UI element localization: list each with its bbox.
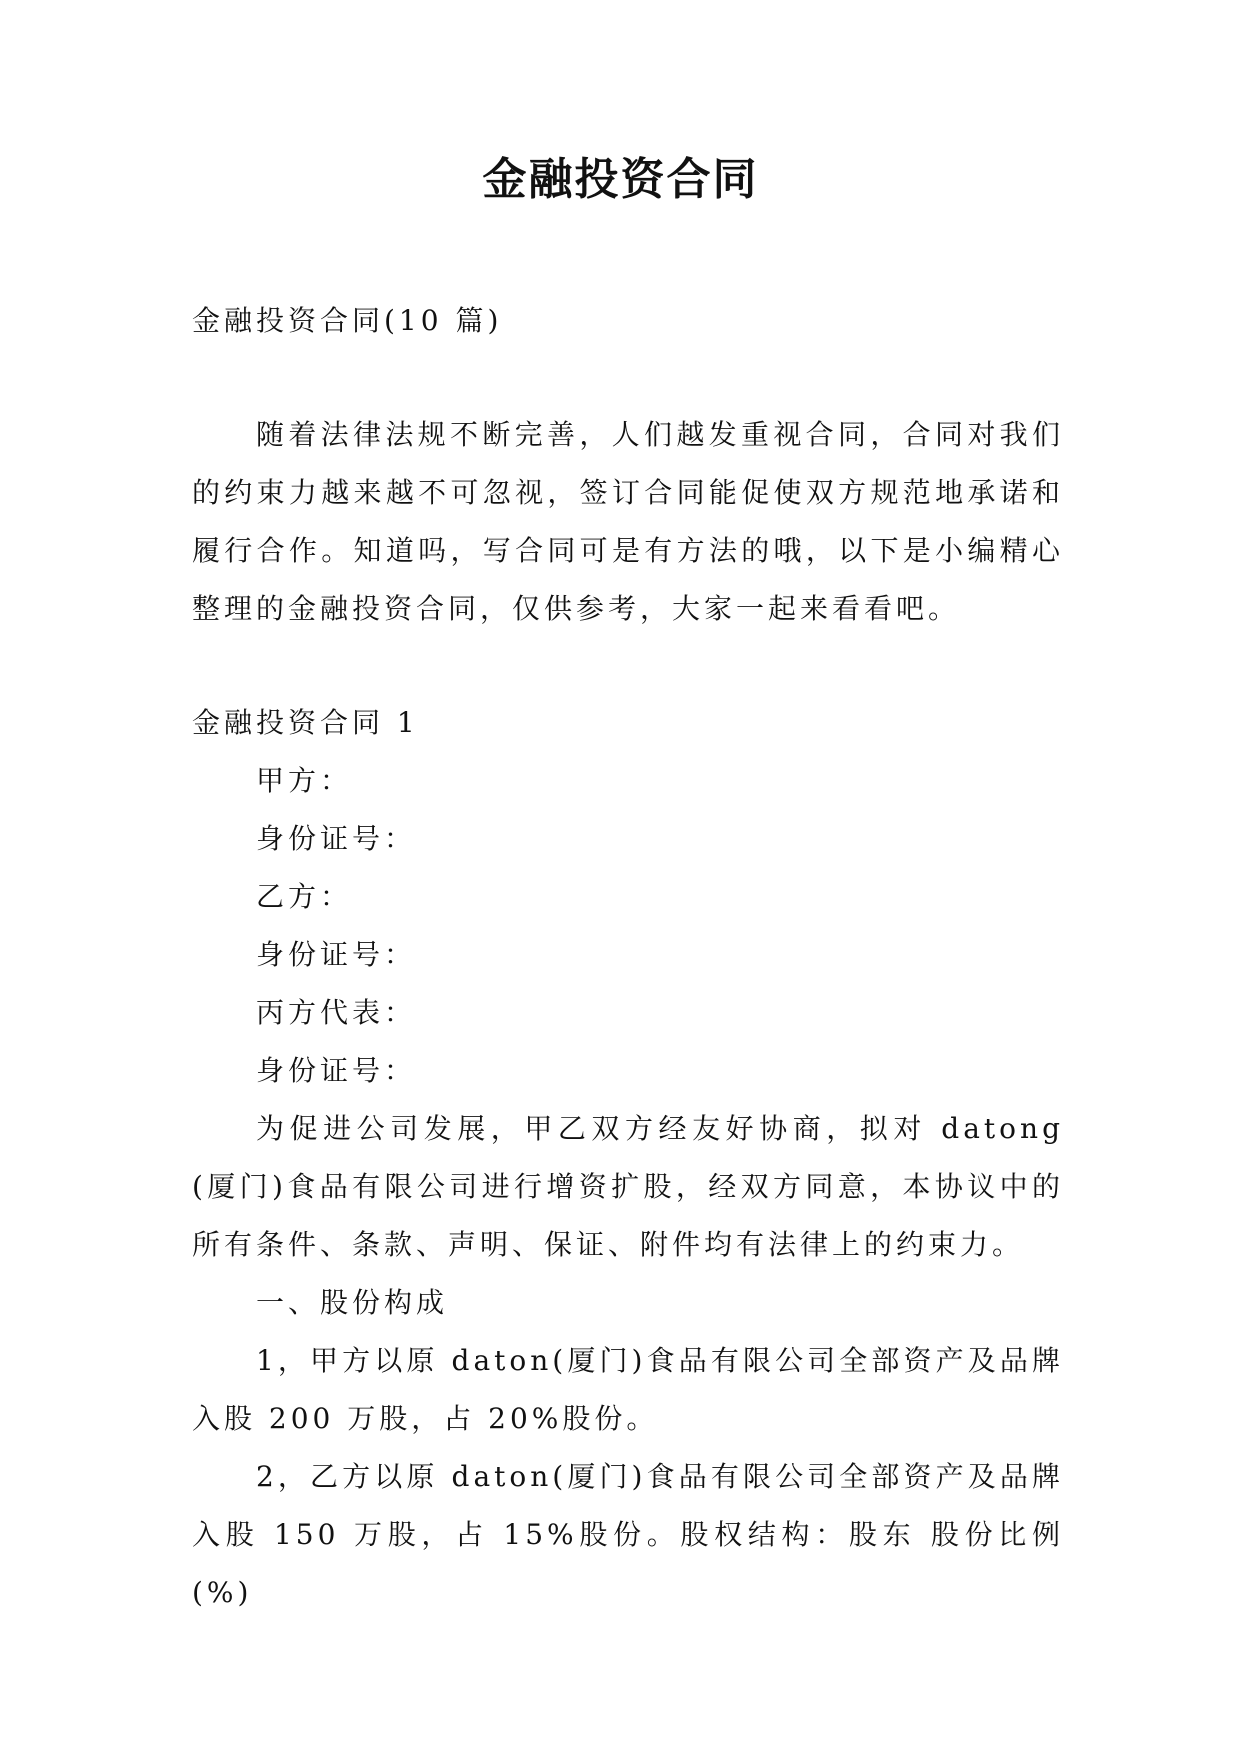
party-c-id-label: 身份证号： bbox=[256, 1054, 417, 1087]
party-a-label: 甲方： bbox=[256, 764, 353, 797]
clause-item-1: 1，甲方以原 daton(厦门)食品有限公司全部资产及品牌入股 200 万股，占 20%股份。 bbox=[192, 1344, 1064, 1435]
party-c-representative-label: 丙方代表： bbox=[256, 996, 417, 1029]
party-a-id-label: 身份证号： bbox=[256, 822, 417, 855]
party-b-id-label: 身份证号： bbox=[256, 938, 417, 971]
document-title: 金融投资合同 bbox=[482, 154, 759, 205]
document-body bbox=[192, 292, 1064, 1622]
party-b-label: 乙方： bbox=[256, 880, 353, 913]
clause-heading: 一、股份构成 bbox=[256, 1286, 449, 1319]
purpose-paragraph: 为促进公司发展，甲乙双方经友好协商，拟对 datong(厦门)食品有限公司进行增资扩股，经双方同意，本协议中的所有条件、条款、声明、保证、附件均有法律上的约束力。 bbox=[192, 1112, 1064, 1261]
intro-paragraph: 随着法律法规不断完善，人们越发重视合同，合同对我们的约束力越来越不可忽视，签订合同能促使双方规范地承诺和履行合作。知道吗，写合同可是有方法的哦，以下是小编精心整理的金融投资合同，仅供参考，大家一起来看看吧。 bbox=[192, 418, 1064, 625]
document-subtitle: 金融投资合同(10 篇) bbox=[192, 304, 503, 337]
section-heading: 金融投资合同 1 bbox=[192, 706, 419, 739]
clause-item-2: 2，乙方以原 daton(厦门)食品有限公司全部资产及品牌入股 150 万股，占 15%股份。股权结构：股东 股份比例(%) bbox=[192, 1460, 1064, 1609]
